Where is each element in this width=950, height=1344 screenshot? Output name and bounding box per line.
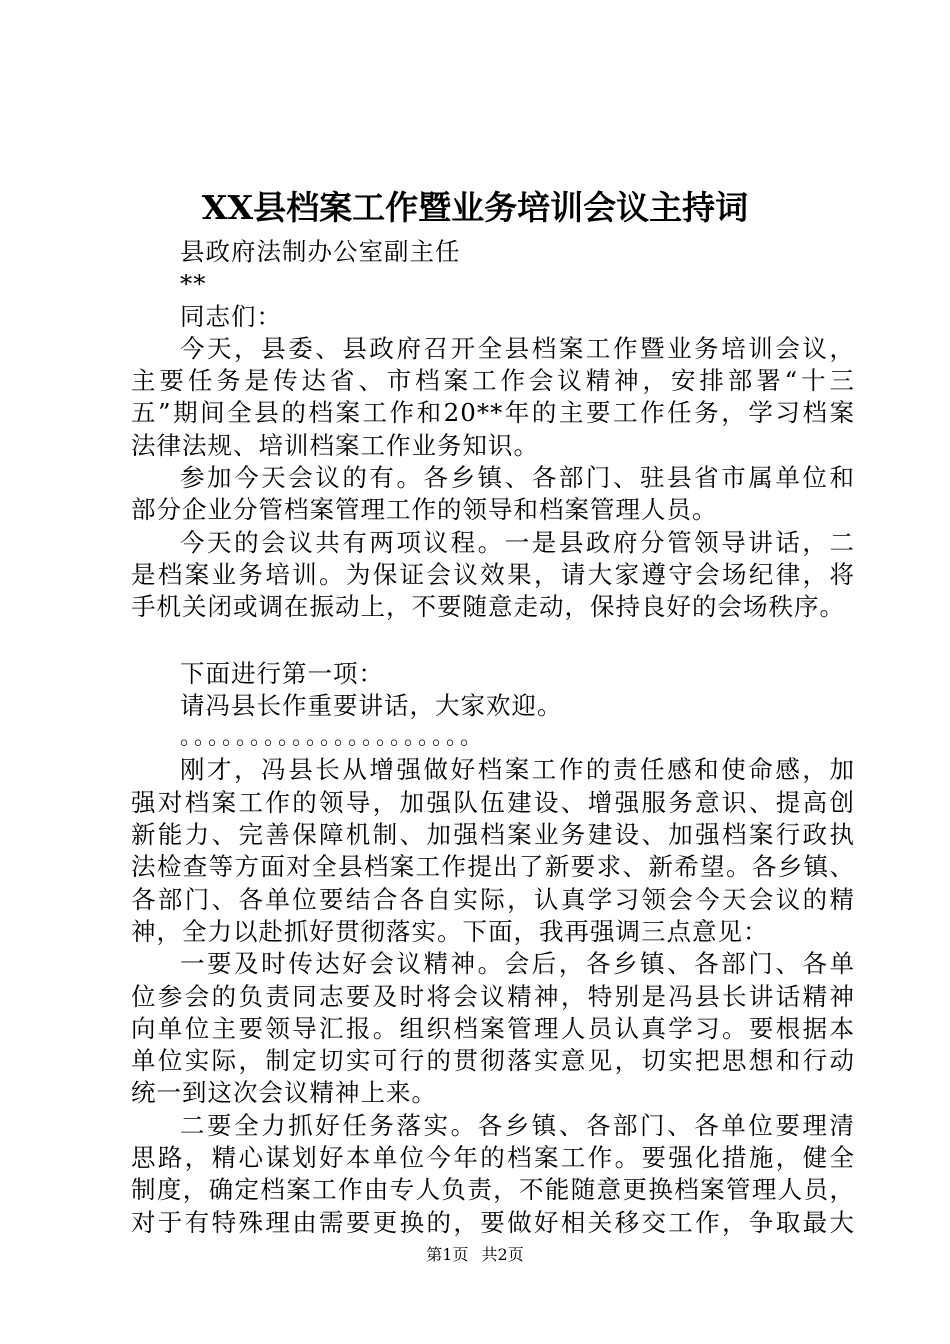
paragraph-line: 今天，县委、县政府召开全县档案工作暨业务培训会议，: [180, 333, 855, 363]
blank-line: [131, 624, 855, 658]
paragraph-line: 今天的会议共有两项议程。一是县政府分管领导讲话，二: [180, 527, 855, 557]
paragraph-6: [131, 1110, 855, 1239]
paragraph-line: 部分企业分管档案管理工作的领导和档案管理人员。: [131, 495, 718, 525]
paragraph-2: [131, 462, 855, 527]
page-number: 第1页: [426, 1245, 469, 1264]
paragraph-line: 单位实际，制定切实可行的贯彻落实意见，切实把思想和行动: [131, 1046, 855, 1076]
paragraph-line: 位参会的负责同志要及时将会议精神，特别是冯县长讲话精神: [131, 981, 855, 1011]
agenda-item-intro: 下面进行第一项：: [180, 658, 384, 688]
paragraph-line: 参加今天会议的有。各乡镇、各部门、驻县省市属单位和: [180, 463, 855, 493]
paragraph-line: 二要全力抓好任务落实。各乡镇、各部门、各单位要理清: [180, 1110, 855, 1140]
paragraph-line: 五”期间全县的档案工作和20**年的主要工作任务，学习档案: [131, 398, 855, 428]
ellipsis-dots: 。。。。。。。。。。。。。。。。。。。。。: [180, 725, 486, 751]
paragraph-4: [131, 754, 855, 948]
paragraph-line: 刚才，冯县长从增强做好档案工作的责任感和使命感，加: [180, 755, 855, 785]
paragraph-line: 向单位主要领导汇报。组织档案管理人员认真学习。要根据本: [131, 1013, 855, 1043]
paragraph-line: 主要任务是传达省、市档案工作会议精神，安排部署“十三: [131, 366, 855, 396]
document-body: [131, 236, 855, 1239]
paragraph-line: 新能力、完善保障机制、加强档案业务建设、加强档案行政执: [131, 820, 855, 850]
paragraph-line: 各部门、各单位要结合各自实际，认真学习领会今天会议的精: [131, 884, 855, 914]
agenda-item-line: 请冯县长作重要讲话，大家欢迎。: [180, 690, 563, 720]
page-total: 共2页: [481, 1245, 524, 1264]
author-title: 县政府法制办公室副主任: [180, 237, 461, 266]
author-name: **: [180, 269, 207, 299]
paragraph-1: [131, 333, 855, 462]
paragraph-line: 是档案业务培训。为保证会议效果，请大家遵守会场纪律，将: [131, 559, 855, 589]
paragraph-line: 法律法规、培训档案工作业务知识。: [131, 430, 539, 460]
salutation: 同志们：: [180, 301, 282, 331]
paragraph-line: 制度，确定档案工作由专人负责，不能随意更换档案管理人员，: [131, 1175, 855, 1205]
paragraph-3: [131, 527, 855, 624]
paragraph-line: 手机关闭或调在振动上，不要随意走动，保持良好的会场秩序。: [131, 592, 845, 622]
document-title: XX县档案工作暨业务培训会议主持词: [201, 188, 749, 227]
paragraph-line: 法检查等方面对全县档案工作提出了新要求、新希望。各乡镇、: [131, 852, 855, 882]
page-footer: [0, 1245, 950, 1265]
paragraph-line: 对于有特殊理由需要更换的，要做好相关移交工作，争取最大: [131, 1207, 855, 1237]
paragraph-5: [131, 948, 855, 1109]
paragraph-line: 一要及时传达好会议精神。会后，各乡镇、各部门、各单: [180, 949, 855, 979]
paragraph-line: 强对档案工作的领导，加强队伍建设、增强服务意识、提高创: [131, 787, 855, 817]
paragraph-line: 思路，精心谋划好本单位今年的档案工作。要强化措施，健全: [131, 1143, 855, 1173]
paragraph-line: 统一到这次会议精神上来。: [131, 1078, 437, 1108]
paragraph-line: 神，全力以赴抓好贯彻落实。下面，我再强调三点意见：: [131, 916, 769, 946]
